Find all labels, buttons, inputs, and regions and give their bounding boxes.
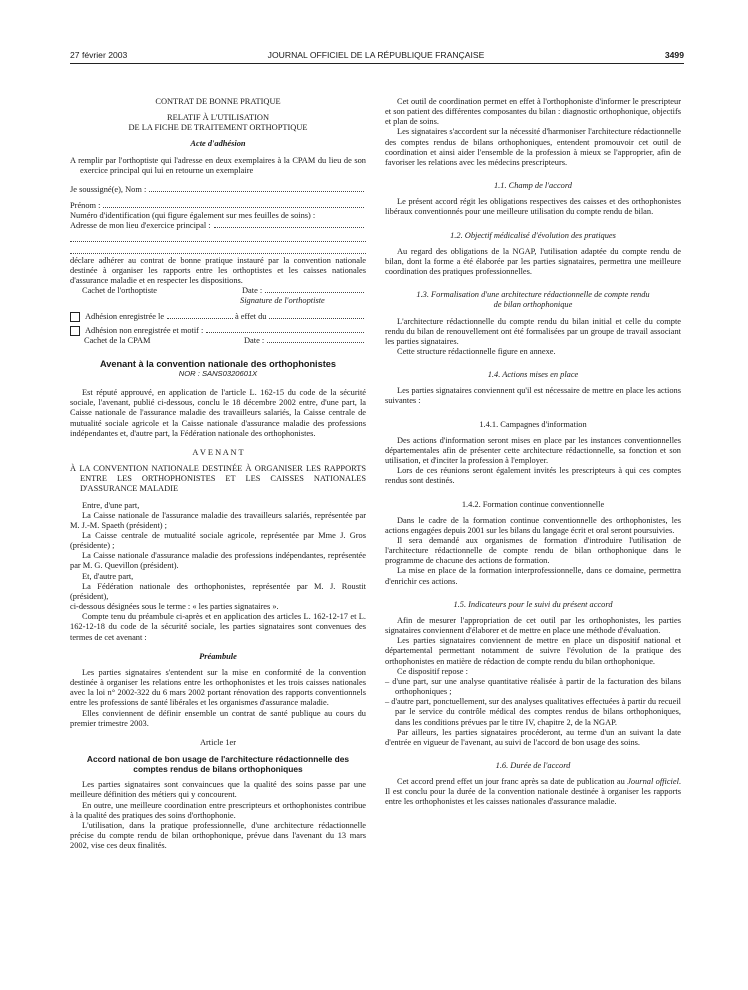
cachet-cpam-label: Cachet de la CPAM <box>84 335 151 345</box>
cachet-row <box>70 286 366 296</box>
body-text: Cet outil de coordination permet en effet à l'orthophoniste d'informer le prescripteur et son patient des différentes composantes du bilan : diagnostic orthophonique, objectifs et plan de soins. <box>385 97 681 127</box>
right-column <box>385 97 681 808</box>
body-text: Il sera demandé aux organismes de formation d'introduire l'utilisation de l'architecture rédactionnelle de compte rendu de bilan orthophonique dans le programme de chacune des actions de formation. <box>385 536 681 566</box>
dotted-line <box>70 244 366 254</box>
body-text: Les parties signataires conviennent de mettre en place un dispositif national et départemental permettant notamment de suivre l'évolution de la pratique des orthophonistes en matière de rédaction de compte rendu du bilan orthophonique. <box>385 636 681 666</box>
dotted-line <box>70 232 366 242</box>
declaration-text: déclare adhérer au contrat de bonne pratique instauré par la convention nationale destinée à organiser les rapports entre les orthoptistes et les caisses nationales d'assurance maladie et en respecter les dispositions. <box>70 255 366 285</box>
field-nom: Je soussigné(e), Nom : <box>70 185 366 195</box>
cachet-cpam-row: Cachet de la CPAM Date : <box>70 336 366 346</box>
avenant-title: A V E N A N T <box>192 447 244 457</box>
article-text: En outre, une meilleure coordination entre prescripteurs et orthophonistes contribue à la qualité des pratiques des soins d'orthophonie. <box>70 800 366 820</box>
section-1-6-heading: 1.6. Durée de l'accord <box>495 760 571 770</box>
preambule-text: Les parties signataires s'entendent sur la mise en conformité de la convention destinée à organiser les relations entre les orthophonistes et les trois caisses nationales avec la loi n° 2002-322 du 6 mars 2002 portant rénovation des rapports conventionnels entre les professions de santé libérales et les organismes d'assurance maladie. <box>70 667 366 708</box>
field-numero: Numéro d'identification (qui figure également sur mes feuilles de soins) : <box>70 211 316 221</box>
adhesion-not-registered: Adhésion non enregistrée et motif : <box>70 326 366 336</box>
body-text: Les parties signataires conviennent qu'il est nécessaire de mettre en place les actions suivantes : <box>385 386 681 406</box>
parties-text: La Fédération nationale des orthophonistes, représentée par M. J. Roustit (président), <box>70 581 366 601</box>
parties-text: Et, d'autre part, <box>82 571 134 581</box>
section-1-5-heading: 1.5. Indicateurs pour le suivi du présent accord <box>453 599 613 609</box>
article-text: L'utilisation, dans la pratique professionnelle, d'une architecture rédactionnelle précise du compte rendu de bilan orthophonique, prévue dans l'avenant du 13 mars 2002, vise ces deux finalités. <box>70 820 366 851</box>
checkbox[interactable] <box>70 326 80 336</box>
approval-paragraph: Est réputé approuvé, en application de l'article L. 162-15 du code de la sécurité sociale, l'avenant, publié ci-dessous, conclu le 18 décembre 2002 entre, d'une part, la Caisse nationale de l'assurance maladie des travailleurs salariés, la Caisse centrale de mutualité sociale agricole et la Caisse nationale d'assurance maladie des professions indépendantes et, d'autre part, la Fédération nationale des orthophonistes. <box>70 388 366 438</box>
body-text: La mise en place de la formation interprofessionnelle, dans ce domaine, permettra d'enrichir ces actions. <box>385 566 681 586</box>
contract-subtitle-1: RELATIF À L'UTILISATION <box>167 113 269 123</box>
acte-instructions: A remplir par l'orthoptiste qui l'adresse en deux exemplaires à la CPAM du lieu de son exercice principal qui lui en retourne un exemplaire <box>70 155 366 175</box>
body-text: Dans le cadre de la formation continue conventionnelle des orthophonistes, les actions engagées depuis 2001 sur les bilans du langage écrit et oral seront poursuivies. <box>385 515 681 535</box>
parties-text: Compte tenu du préambule ci-après et en application des articles L. 162-12-17 et L. 162-12-18 du code de la sécurité sociale, les parties signataires sont convenues des termes de cet avenant : <box>70 612 366 642</box>
preambule-heading: Préambule <box>199 651 237 661</box>
avenant-heading: Avenant à la convention nationale des orthophonistes <box>99 358 337 369</box>
section-1-2-heading: 1.2. Objectif médicalisé d'évolution des pratiques <box>450 230 616 240</box>
left-column <box>70 97 366 851</box>
contract-title: CONTRAT DE BONNE PRATIQUE <box>155 97 281 106</box>
section-1-4-heading: 1.4. Actions mises en place <box>487 370 579 380</box>
parties-text: La Caisse nationale de l'assurance maladie des travailleurs salariés, représentée par M. J.-M. Spaeth (président) ; <box>70 510 366 530</box>
parties-text: La Caisse centrale de mutualité sociale agricole, représentée par Mme J. Gros (présidente) ; <box>70 531 366 551</box>
parties-text: Entre, d'une part, <box>82 500 140 510</box>
journal-officiel-ref: Journal officiel <box>627 777 679 787</box>
acte-heading: Acte d'adhésion <box>190 139 246 149</box>
cachet-orthoptiste-label: Cachet de l'orthoptiste <box>82 286 158 296</box>
list-item: – d'autre part, ponctuellement, sur des analyses qualitatives effectuées à partir du recueil par le service du contrôle médical des comptes rendus de bilans orthophoniques, dans les conditions prévues par le titre IV, chapitre 2, de la NGAP. <box>385 697 681 727</box>
journal-title: JOURNAL OFFICIEL DE LA RÉPUBLIQUE FRANÇAISE <box>267 50 485 60</box>
body-text: Par ailleurs, les parties signataires procéderont, au terme d'un an suivant la date d'entrée en vigueur de l'avenant, au suivi de l'accord de bon usage des soins. <box>385 727 681 747</box>
adhesion-registered: Adhésion enregistrée le à effet du <box>70 312 366 322</box>
page-number: 3499 <box>664 50 684 60</box>
section-1-3-heading: 1.3. Formalisation d'une architecture rédactionnelle de compte rendu de bilan orthophonique <box>416 290 650 310</box>
body-text: L'architecture rédactionnelle du compte rendu du bilan initial et celle du compte rendu du bilan de renouvellement ont été formalisées par un groupe de travail associant les parties signataires. <box>385 316 681 346</box>
body-text: Le présent accord régit les obligations respectives des caisses et des orthophonistes libéraux conventionnés pour une meilleure utilisation du compte rendu de bilan. <box>385 197 681 217</box>
article-text: Les parties signataires sont convaincues que la qualité des soins passe par une meilleure définition des métiers qui y concourent. <box>70 780 366 800</box>
body-text: Des actions d'information seront mises en place par les instances conventionnelles départementales afin de présenter cette architecture rédactionnelle, sa fonction et son utilisation, et d'inciter la profession à l'employer. <box>385 435 681 466</box>
list-item: – d'une part, sur une analyse quantitative réalisée à partir de la facturation des bilans orthophoniques ; <box>385 676 681 697</box>
page-header <box>70 50 682 64</box>
section-1-4-1-heading: 1.4.1. Campagnes d'information <box>479 419 587 429</box>
field-adresse: Adresse de mon lieu d'exercice principal : <box>70 221 366 231</box>
issue-date: 27 février 2003 <box>70 50 128 60</box>
checkbox[interactable] <box>70 312 80 322</box>
body-text: Cet accord prend effet un jour franc après sa date de publication au Journal officiel. Il est conclu pour la durée de la convention nationale destinée à organiser les rapports entre les orthophonistes et les caisses nationales d'assurance maladie. <box>385 777 681 807</box>
section-1-4-2-heading: 1.4.2. Formation continue conventionnelle <box>461 499 605 509</box>
field-prenom: Prénom : <box>70 201 366 211</box>
parties-text: ci-dessous désignées sous le terme : « les parties signataires ». <box>70 602 279 612</box>
accord-heading: Accord national de bon usage de l'architecture rédactionnelle des comptes rendus de bilans orthophoniques <box>86 753 350 775</box>
body-text: Les signataires s'accordent sur la nécessité d'harmoniser l'architecture rédactionnelle des comptes rendus de bilans orthophoniques, entendent promouvoir cet outil de coordination et ainsi aider l'ensemble de la profession à mieux se l'approprier, afin de favoriser les relations avec les médecins prescripteurs. <box>385 127 681 167</box>
header-rule <box>70 63 684 64</box>
body-text: Au regard des obligations de la NGAP, l'utilisation adaptée du compte rendu de bilan, dont la forme a été élaborée par les parties signataires, permettra une meilleure coordination des pratiques professionnelles. <box>385 246 681 277</box>
article-1-heading: Article 1er <box>199 737 237 747</box>
convention-title: À LA CONVENTION NATIONALE DESTINÉE À ORGANISER LES RAPPORTS ENTRE LES ORTHOPHONISTES ET LES CAISSES NATIONALES D'ASSURANCE MALADIE <box>70 464 366 494</box>
body-text: Afin de mesurer l'appropriation de cet outil par les orthophonistes, les parties signataires conviennent d'élaborer et de mettre en place une méthode d'évaluation. <box>385 615 681 636</box>
body-text: Ce dispositif repose : <box>397 666 468 676</box>
section-1-1-heading: 1.1. Champ de l'accord <box>493 181 572 191</box>
contract-subtitle-2: DE LA FICHE DE TRAITEMENT ORTHOPTIQUE <box>128 123 308 133</box>
preambule-text: Elles conviennent de définir ensemble un contrat de santé publique au cours du premier trimestre 2003. <box>70 708 366 728</box>
parties-text: La Caisse nationale d'assurance maladie des professions indépendantes, représentée par M. G. Quevillon (président). <box>70 551 366 571</box>
body-text: Cette structure rédactionnelle figure en annexe. <box>397 346 556 356</box>
body-text: Lors de ces réunions seront également invités les prescripteurs à qui ces comptes rendus sont destinés. <box>385 466 681 486</box>
nor-reference: NOR : SANS0320601X <box>178 368 258 378</box>
date-field: Date : <box>242 286 366 296</box>
signature-label: Signature de l'orthoptiste <box>240 296 325 306</box>
